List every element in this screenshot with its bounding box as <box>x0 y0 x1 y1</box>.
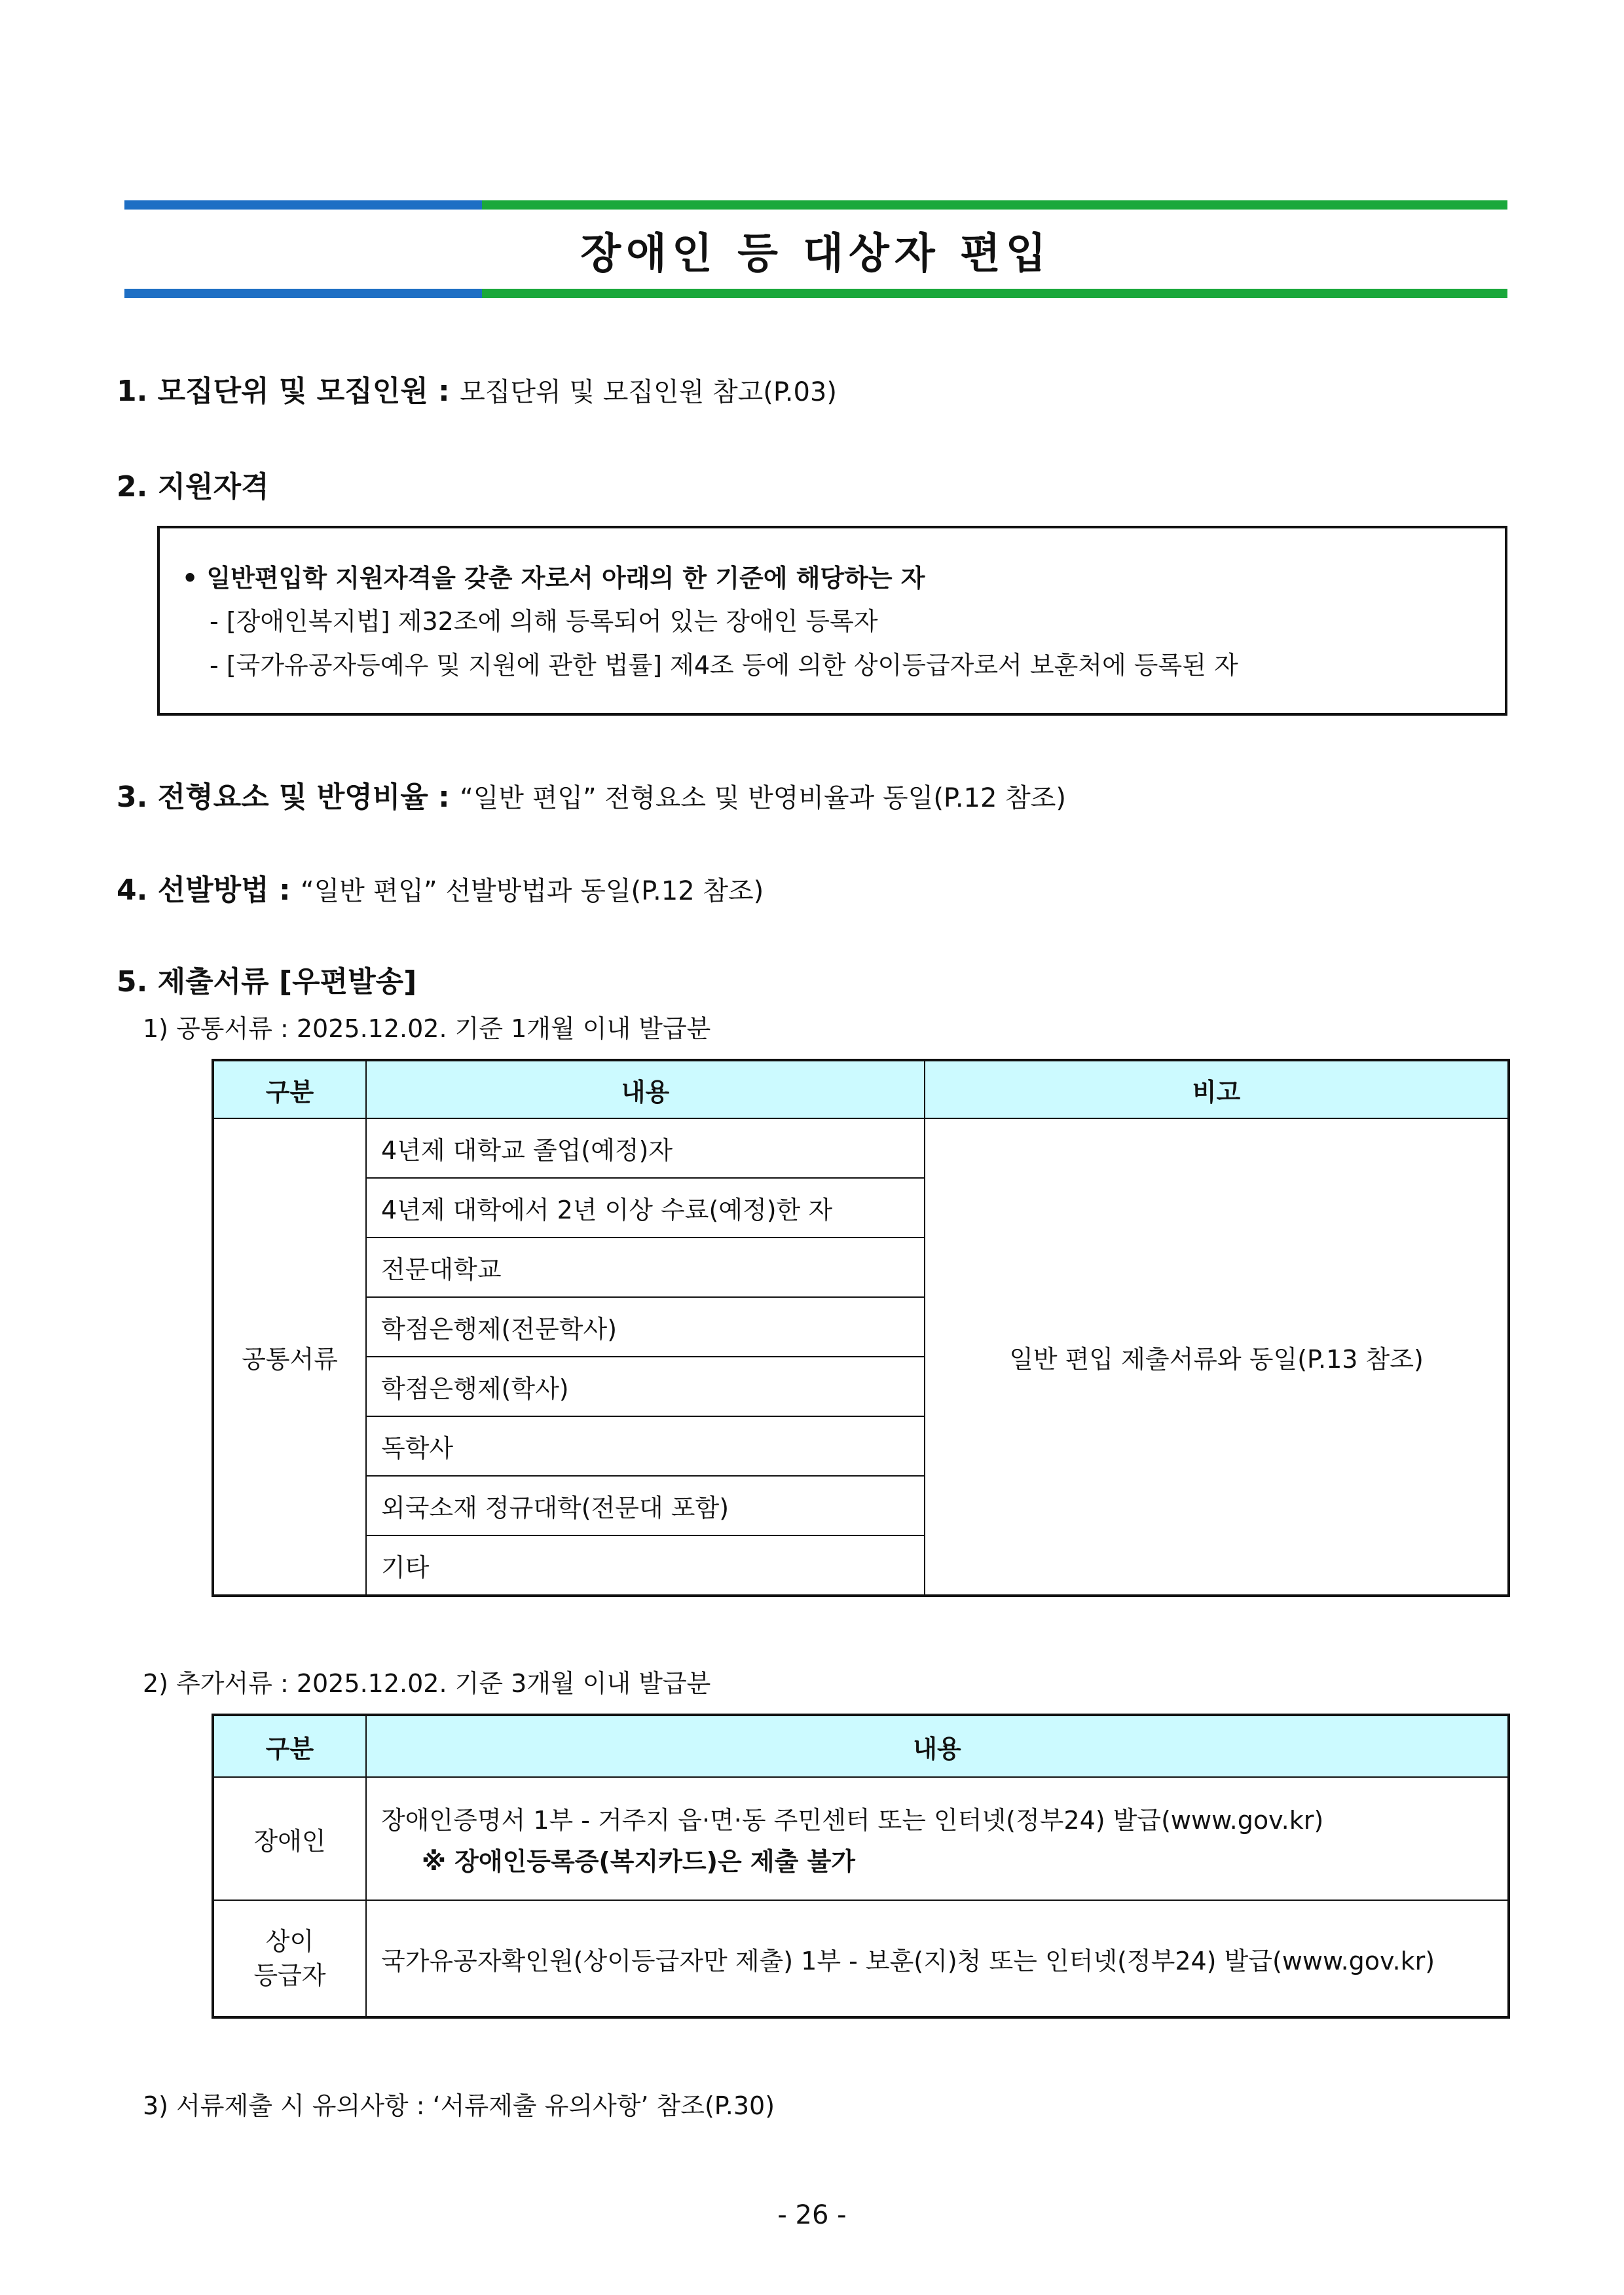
content-text: 장애인증명서 1부 - 거주지 읍·면·동 주민센터 또는 인터넷(정부24) 발급(www.gov.kr) <box>381 1806 1324 1835</box>
section-3-heading: 3. 전형요소 및 반영비율 <box>117 780 428 814</box>
category-cell: 장애인 <box>213 1777 366 1900</box>
section-2-heading: 2. 지원자격 <box>117 470 269 504</box>
qualification-item: - [장애인복지법] 제32조에 의해 등록되어 있는 장애인 등록자 <box>210 607 878 636</box>
table-cell: 외국소재 정규대학(전문대 포함) <box>366 1476 925 1535</box>
qualification-item: - [국가유공자등예우 및 지원에 관한 법률] 제4조 등에 의한 상이등급자로서 보훈처에 등록된 자 <box>210 651 1238 680</box>
section-4-heading: 4. 선발방법 <box>117 873 269 907</box>
qualification-box <box>157 526 1507 716</box>
qualification-bullet: • 일반편입학 지원자격을 갖춘 자로서 아래의 한 기준에 해당하는 자 <box>182 564 925 593</box>
section-3-text: “일반 편입” 전형요소 및 반영비율과 동일(P.12 참조) <box>460 783 1067 813</box>
section-2 <box>117 469 269 506</box>
title-bottom-rule <box>124 289 1507 298</box>
additional-docs-table <box>212 1714 1510 2019</box>
table-header: 내용 <box>366 1060 925 1118</box>
page-title: 장애인 등 대상자 편입 <box>580 230 1052 278</box>
section-5 <box>117 964 416 1001</box>
additional-docs-label: 2) 추가서류 : 2025.12.02. 기준 3개월 이내 발급분 <box>143 1669 711 1698</box>
table-cell: 독학사 <box>366 1416 925 1476</box>
table-cell: 4년제 대학에서 2년 이상 수료(예정)한 자 <box>366 1178 925 1238</box>
table-header: 비고 <box>925 1060 1509 1118</box>
section-1 <box>117 373 837 411</box>
page-number: - 26 - <box>777 2200 847 2230</box>
table-cell: 학점은행제(학사) <box>366 1357 925 1416</box>
table-cell: 기타 <box>366 1535 925 1596</box>
table-cell <box>366 1777 1509 1900</box>
section-4-separator: : <box>268 873 301 907</box>
warning-note: ※ 장애인등록증(복지카드)은 제출 불가 <box>422 1847 855 1876</box>
category-line: 등급자 <box>253 1961 326 1990</box>
section-1-separator: : <box>428 375 460 408</box>
section-1-text: 모집단위 및 모집인원 참고(P.03) <box>460 377 837 407</box>
table-cell: 전문대학교 <box>366 1238 925 1297</box>
table-header: 구분 <box>213 1060 366 1118</box>
caution-label: 3) 서류제출 시 유의사항 : ‘서류제출 유의사항’ 참조(P.30) <box>143 2091 775 2120</box>
section-3 <box>117 779 1066 817</box>
table-cell: 4년제 대학교 졸업(예정)자 <box>366 1118 925 1178</box>
category-cell: 공통서류 <box>213 1118 366 1596</box>
common-docs-label: 1) 공통서류 : 2025.12.02. 기준 1개월 이내 발급분 <box>143 1014 711 1043</box>
section-5-heading: 5. 제출서류 [우편발송] <box>117 965 417 999</box>
table-cell: 국가유공자확인원(상이등급자만 제출) 1부 - 보훈(지)청 또는 인터넷(정부24) 발급(www.gov.kr) <box>366 1900 1509 2017</box>
category-line: 상이 <box>265 1927 314 1956</box>
title-top-rule <box>124 200 1507 210</box>
section-1-heading: 1. 모집단위 및 모집인원 <box>117 375 428 408</box>
common-docs-table <box>212 1059 1510 1597</box>
table-header: 구분 <box>213 1715 366 1777</box>
category-cell <box>213 1900 366 2017</box>
remarks-cell: 일반 편입 제출서류와 동일(P.13 참조) <box>925 1118 1509 1596</box>
section-4 <box>117 872 764 909</box>
section-4-text: “일반 편입” 선발방법과 동일(P.12 참조) <box>300 876 764 906</box>
table-header: 내용 <box>366 1715 1509 1777</box>
table-cell: 학점은행제(전문학사) <box>366 1297 925 1357</box>
section-3-separator: : <box>428 780 460 814</box>
